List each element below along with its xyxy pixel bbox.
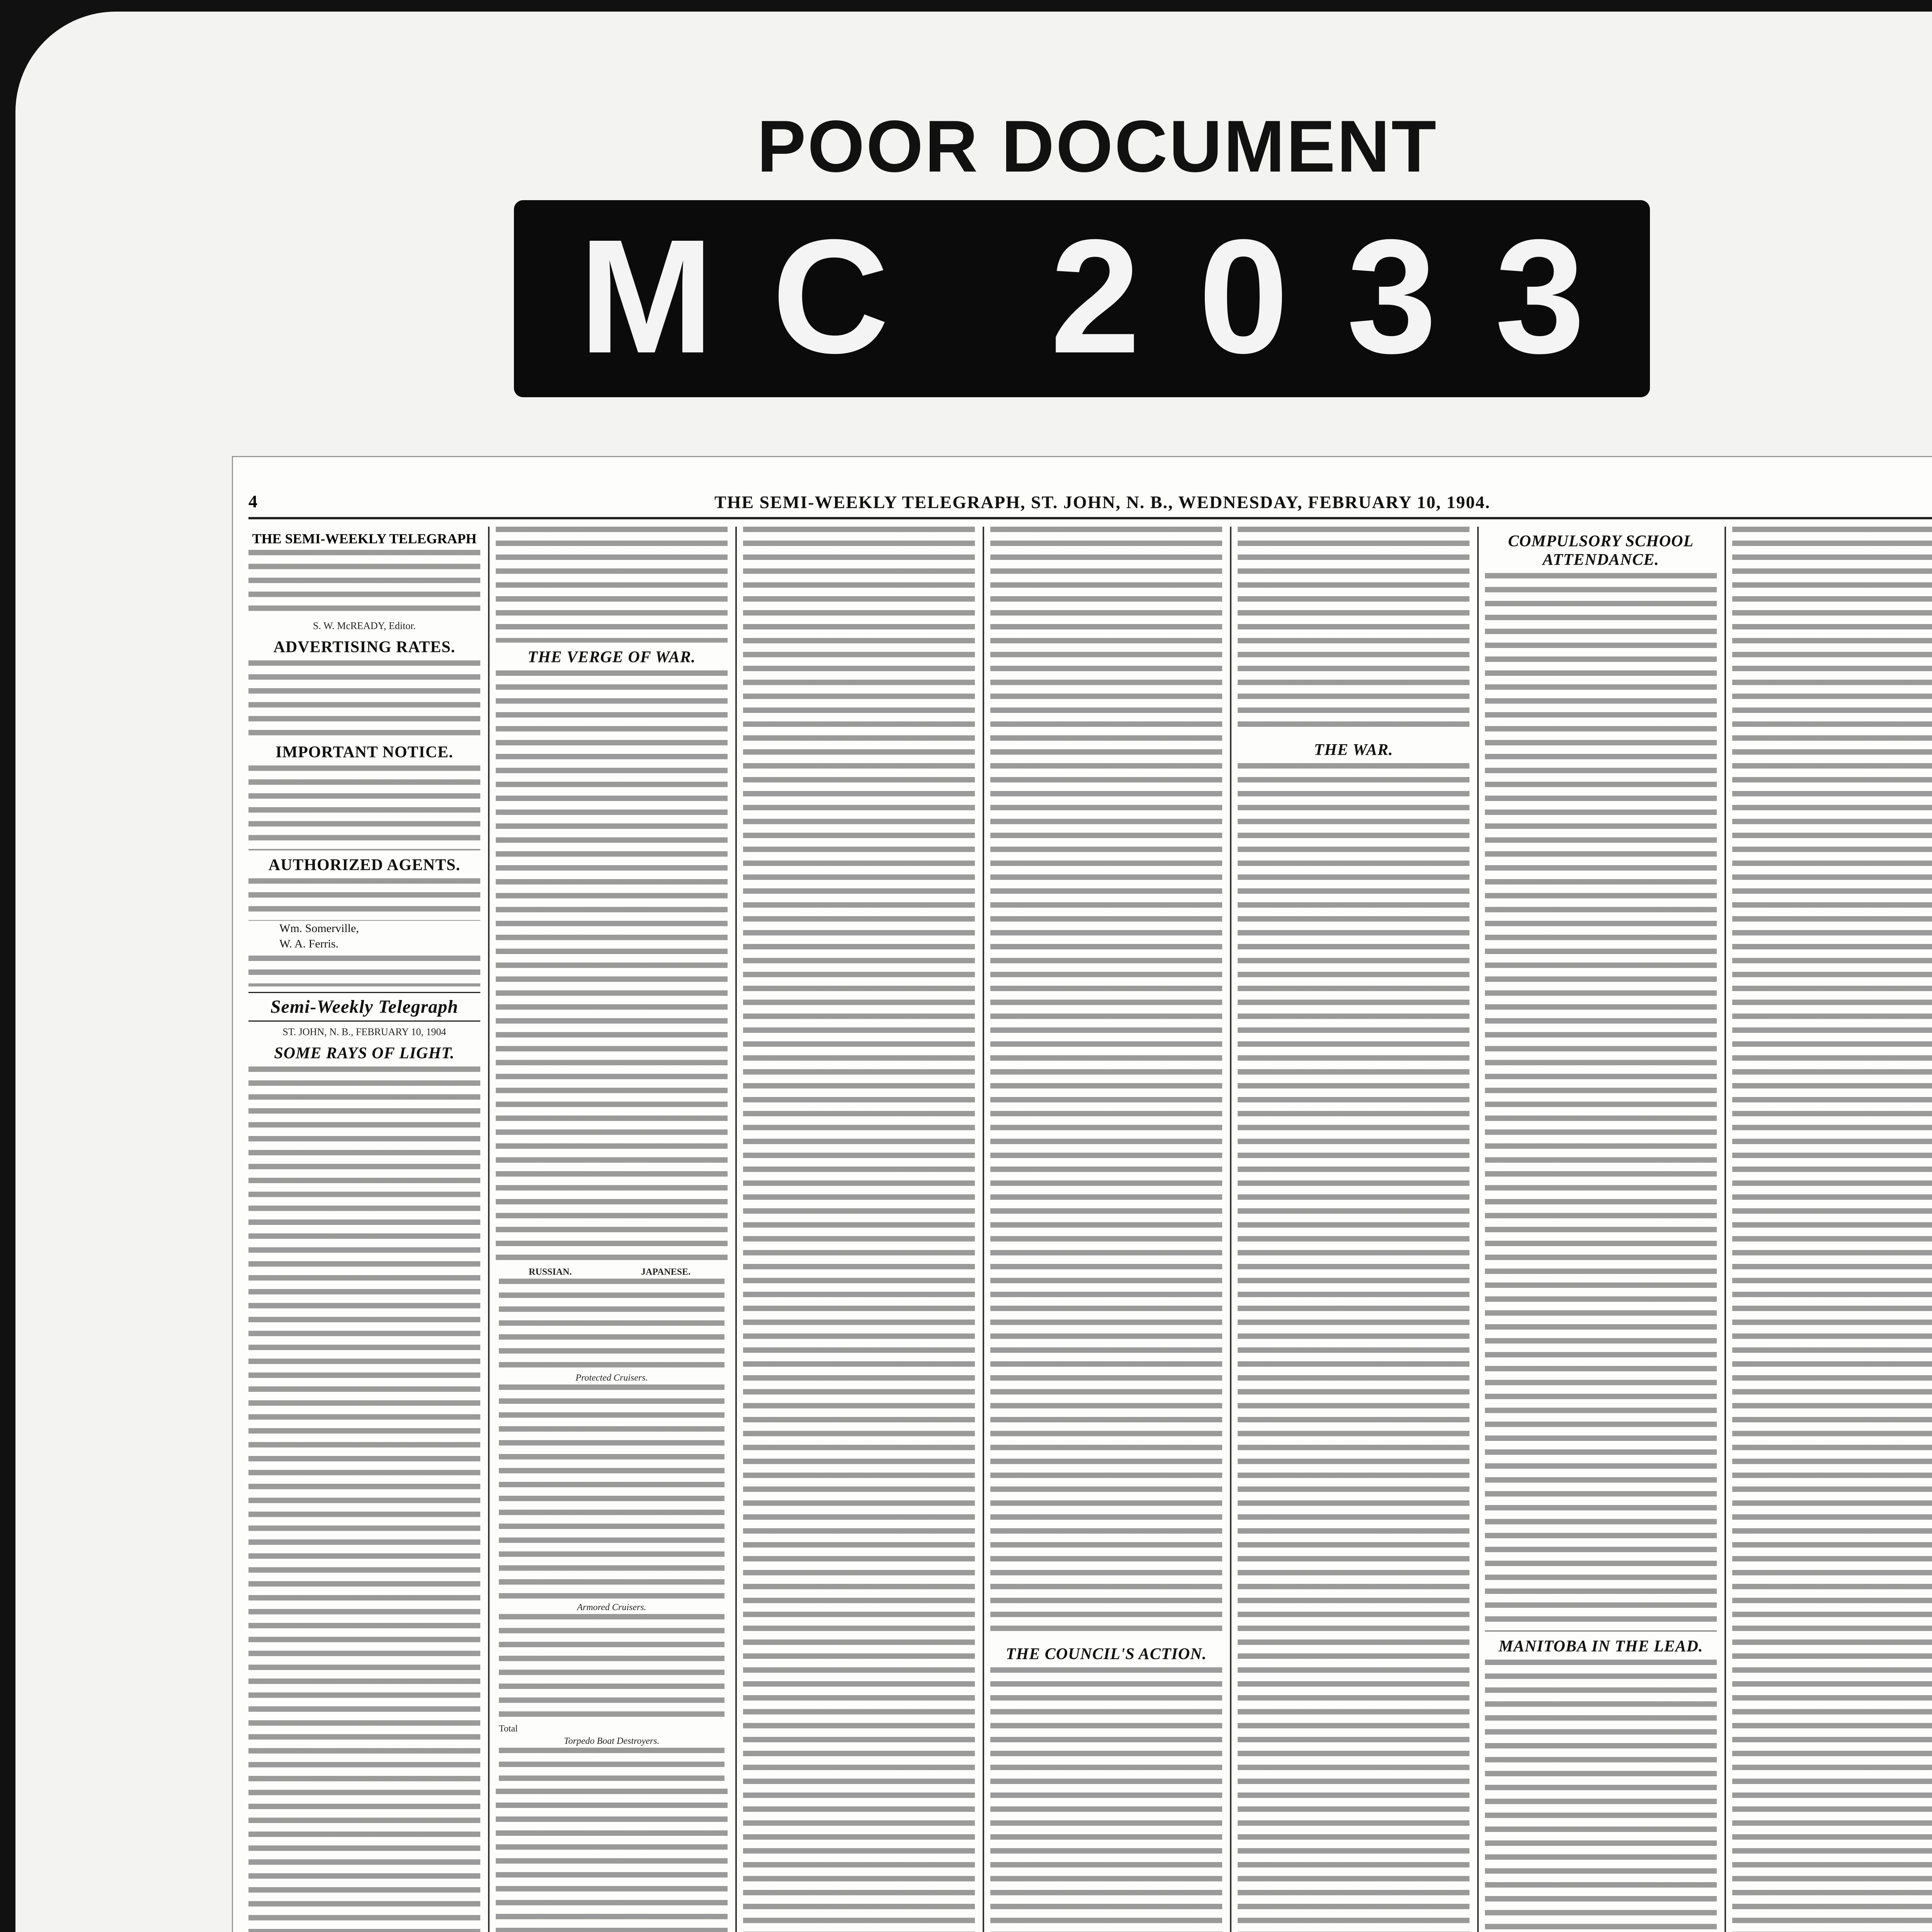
column-rule — [1725, 527, 1726, 1932]
article-body-verge — [496, 670, 728, 1265]
column-2 — [496, 527, 728, 1932]
important-notice-heading: IMPORTANT NOTICE. — [276, 743, 453, 761]
authorized-agents-heading: AUTHORIZED AGENTS. — [268, 856, 461, 874]
article-body-war — [1238, 763, 1469, 1932]
head-rule — [248, 517, 1932, 519]
fleet-total: Total — [499, 1724, 518, 1734]
article-body-col7 — [1732, 527, 1932, 1932]
advertising-rates-heading: ADVERTISING RATES. — [273, 638, 456, 656]
column-1 — [248, 527, 480, 1932]
column-4 — [990, 527, 1222, 1932]
article-body-col3 — [743, 527, 975, 1932]
article-title-war: THE WAR. — [1314, 741, 1393, 759]
fleet-subhead-2: Armored Cruisers. — [577, 1602, 646, 1612]
fleet-rows-3 — [499, 1614, 724, 1722]
important-notice-text — [248, 765, 480, 850]
fleet-rows-4 — [499, 1748, 724, 1782]
fleet-left-head: RUSSIAN. — [529, 1267, 572, 1277]
fleet-table — [496, 1265, 728, 1783]
article-body-verge-cont — [496, 1789, 728, 1932]
fleet-right-head: JAPANESE. — [641, 1267, 691, 1277]
nameplate: Semi-Weekly Telegraph — [248, 992, 480, 1022]
article-body-school — [1485, 573, 1717, 1632]
editor-name: S. W. McREADY, Editor. — [313, 620, 416, 631]
column-rule — [488, 527, 490, 1932]
reel-code-bar — [514, 200, 1650, 397]
agents-text — [248, 878, 480, 921]
fleet-rows-2 — [499, 1384, 724, 1601]
reel-code: MC 2033 — [578, 206, 1643, 387]
column-5 — [1238, 527, 1469, 1932]
advertising-rates-text — [248, 660, 480, 738]
fleet-subhead-1: Protected Cruisers. — [575, 1373, 648, 1383]
agent-1: Wm. Somerville, — [279, 922, 359, 935]
column-rule — [1230, 527, 1231, 1932]
article-body-manitoba — [1485, 1660, 1717, 1932]
column-rule — [983, 527, 984, 1932]
article-body-col5 — [1238, 527, 1469, 735]
column-3 — [743, 527, 975, 1932]
column-7 — [1732, 527, 1932, 1932]
column-rule — [1477, 527, 1479, 1932]
agent-2: W. A. Ferris. — [279, 937, 339, 950]
newspaper-page — [232, 456, 1932, 1932]
subscriber-note — [248, 956, 480, 986]
article-title-school: COMPULSORY SCHOOL ATTENDANCE. — [1508, 532, 1694, 569]
column-6 — [1485, 527, 1717, 1932]
article-title-verge: THE VERGE OF WAR. — [527, 648, 696, 666]
page-number: 4 — [248, 492, 257, 511]
poor-document-label: POOR DOCUMENT — [757, 105, 1438, 187]
dateline: ST. JOHN, N. B., FEBRUARY 10, 1904 — [282, 1026, 446, 1037]
article-body-intro — [496, 527, 728, 643]
microfilm-frame — [15, 12, 1932, 1932]
article-body-rays — [248, 1066, 480, 1932]
masthead: THE SEMI-WEEKLY TELEGRAPH — [252, 531, 477, 546]
article-title-councils-action: THE COUNCIL'S ACTION. — [1005, 1645, 1207, 1663]
article-title-manitoba: MANITOBA IN THE LEAD. — [1498, 1638, 1703, 1655]
running-head: THE SEMI-WEEKLY TELEGRAPH, ST. JOHN, N. B., WEDNESDAY, FEBRUARY 10, 1904. — [714, 492, 1491, 512]
article-title-rays: SOME RAYS OF LIGHT. — [274, 1044, 455, 1062]
article-body-councils-action — [990, 1667, 1222, 1932]
fleet-rows-1 — [499, 1279, 724, 1371]
column-rule — [735, 527, 737, 1932]
article-body-col4 — [990, 527, 1222, 1639]
fleet-subhead-3: Torpedo Boat Destroyers. — [564, 1736, 660, 1746]
masthead-text — [248, 550, 480, 619]
